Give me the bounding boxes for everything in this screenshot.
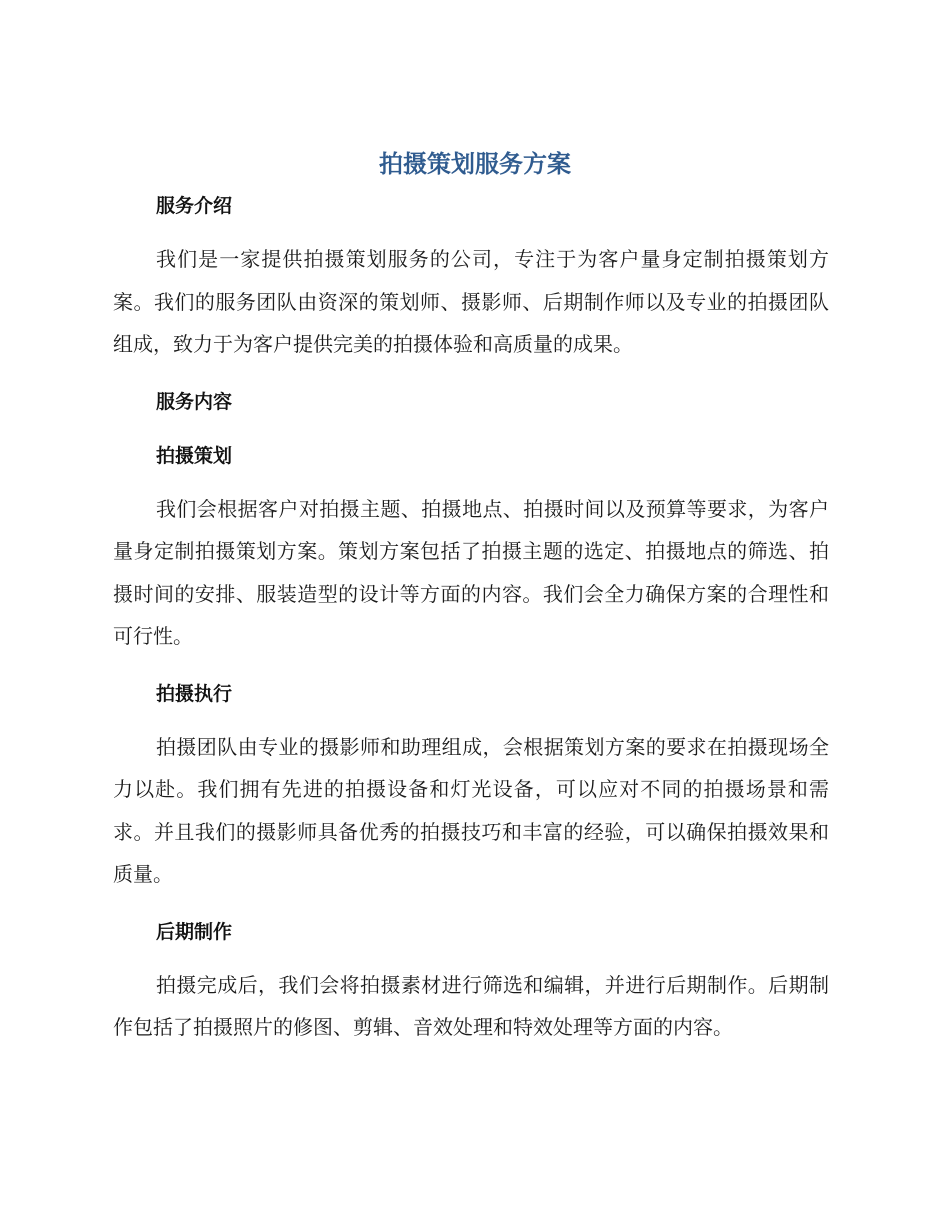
section-heading-service-content: 服务内容 — [156, 390, 233, 413]
section-heading-service-intro: 服务介绍 — [156, 195, 233, 217]
section-heading-shoot-execution: 拍摄执行 — [156, 682, 233, 705]
section-heading-post-production: 后期制作 — [156, 920, 233, 943]
paragraph-shoot-planning: 我们会根据客户对拍摄主题、拍摄地点、拍摄时间以及预算等要求，为客户量身定制拍摄策划方案。策划方案包括了拍摄主题的选定、拍摄地点的筛选、拍摄时间的安排、服装造型的设计等方面的内容。我们会全力确保方案的合理性和可行性。 — [113, 496, 829, 648]
paragraph-service-intro: 我们是一家提供拍摄策划服务的公司，专注于为客户量身定制拍摄策划方案。我们的服务团队由资深的策划师、摄影师、后期制作师以及专业的拍摄团队组成，致力于为客户提供完美的拍摄体验和高质量的成果。 — [113, 247, 829, 356]
section-heading-shoot-planning: 拍摄策划 — [156, 444, 233, 467]
paragraph-post-production: 拍摄完成后，我们会将拍摄素材进行筛选和编辑，并进行后期制作。后期制作包括了拍摄照片的修图、剪辑、音效处理和特效处理等方面的内容。 — [113, 972, 829, 1039]
document-title: 拍摄策划服务方案 — [379, 150, 571, 178]
document-body — [113, 190, 829, 1049]
paragraph-shoot-execution: 拍摄团队由专业的摄影师和助理组成，会根据策划方案的要求在拍摄现场全力以赴。我们拥有先进的拍摄设备和灯光设备，可以应对不同的拍摄场景和需求。并且我们的摄影师具备优秀的拍摄技巧和丰富的经验，可以确保拍摄效果和质量。 — [113, 734, 829, 886]
